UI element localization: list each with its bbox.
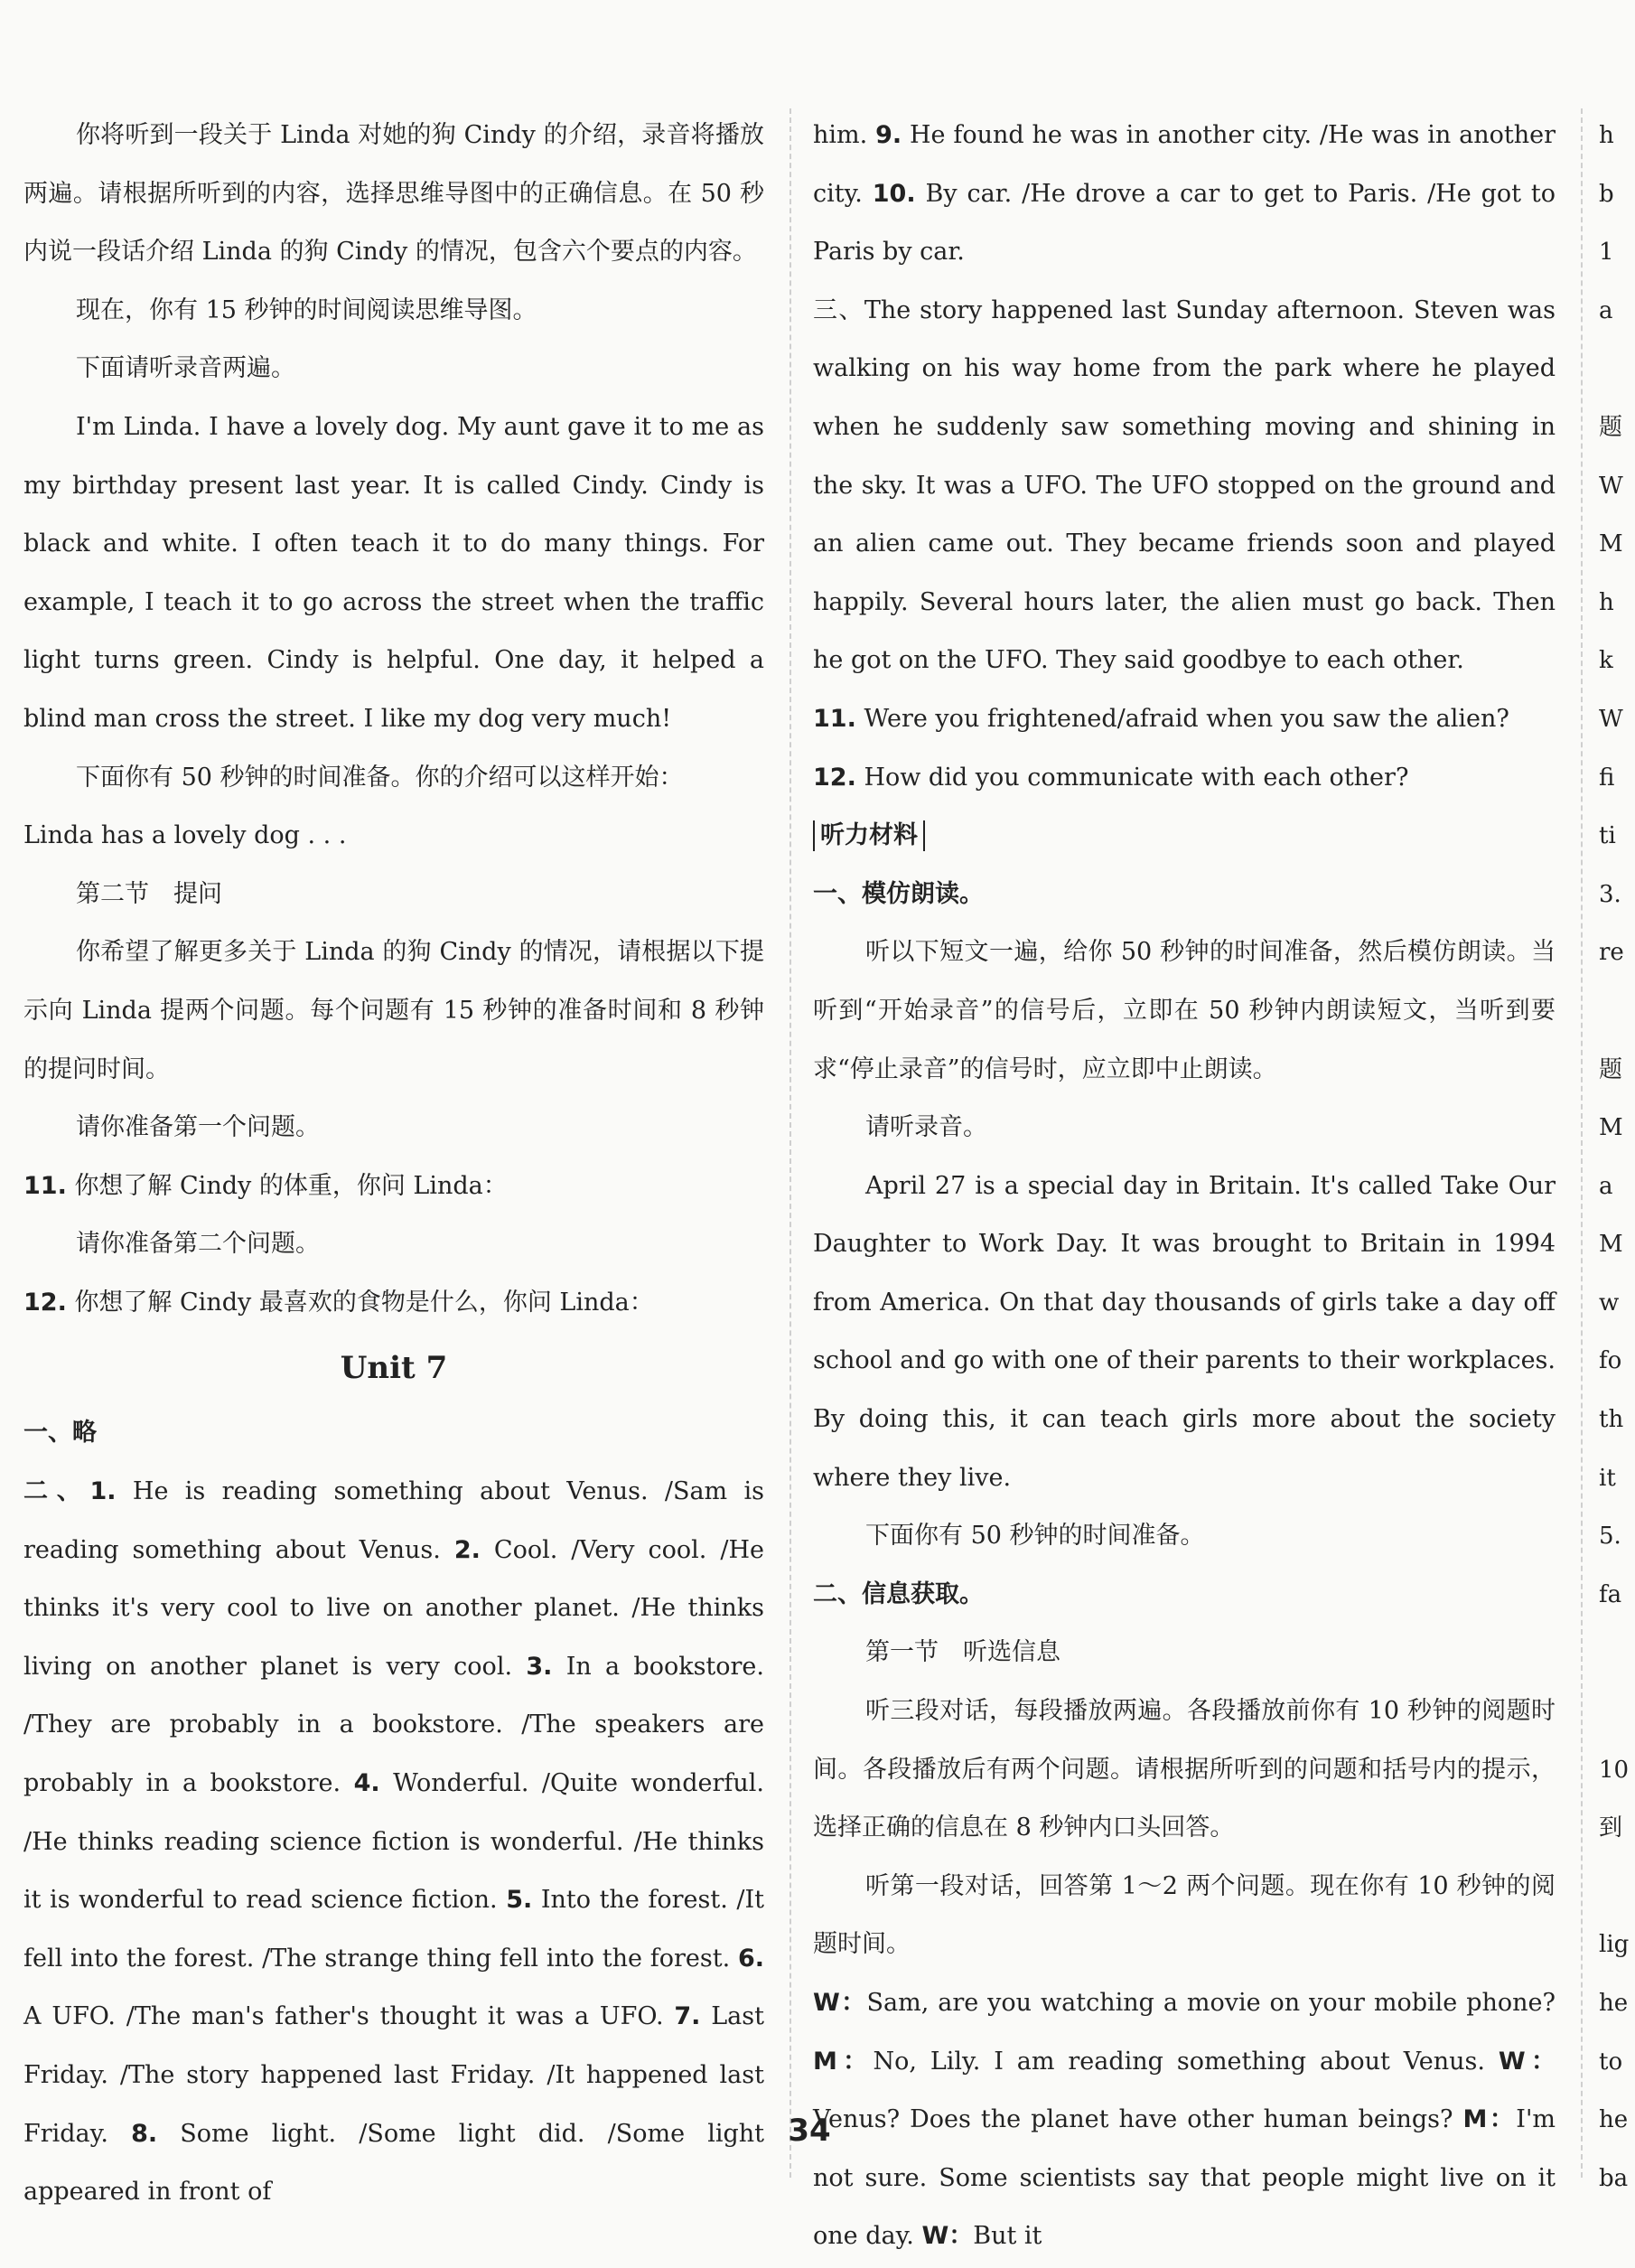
question-text: 你想了解 Cindy 最喜欢的食物是什么，你问 Linda： <box>74 1288 654 1317</box>
cropped-text-fragment: 5. <box>1599 1523 1621 1551</box>
answer-11 <box>813 690 1556 749</box>
cropped-text-fragment <box>1599 1858 1635 1917</box>
cropped-text-fragment: 题 <box>1599 413 1623 441</box>
reading-passage: April 27 is a special day in Britain. It's called Take Our Daughter to Work Day. It was brought to Britain in 1994 from America. On that day thousands of girls take a day off school and go with one of their parents to their workplaces. By doing this, it can teach girls more about the society where they live. <box>813 1171 1556 1492</box>
answer-text: How did you communicate with each other? <box>864 763 1409 792</box>
cropped-text-fragment: b <box>1599 180 1614 208</box>
example-start: Linda has a lovely dog . . . <box>23 821 347 850</box>
answer-text: Wonderful. /Quite wonderful. /He thinks reading science fiction is wonderful. /He thinks it is wonderful to read science fiction. <box>23 1769 764 1915</box>
cropped-text-fragment: lig <box>1599 1931 1630 1959</box>
answer-number: 7. <box>674 2002 701 2031</box>
dialogue-line: I'm not sure. Some scientists say that people might live on it one day. <box>813 2105 1556 2251</box>
question-11 <box>23 1157 764 1216</box>
instruction-paragraph: 请听录音。 <box>865 1113 987 1142</box>
dialogue-line: Sam, are you watching a movie on your mobile phone? <box>866 1989 1556 2017</box>
cropped-text-fragment: th <box>1599 1406 1624 1434</box>
answer-text: He found he was in another city. /He was in another city. <box>813 121 1556 208</box>
question-number: 11. <box>23 1171 67 1200</box>
speaker-label: M： <box>1462 2105 1517 2134</box>
answer-text: In a bookstore. /They are probably in a bookstore. /The speakers are probably in a bookstore. <box>23 1652 764 1798</box>
cropped-text-fragment: a <box>1599 296 1613 324</box>
section-heading: 二、信息获取。 <box>813 1579 984 1608</box>
answer-text: him. <box>813 121 868 149</box>
instruction-paragraph: 现在，你有 15 秒钟的时间阅读思维导图。 <box>76 295 537 324</box>
answer-text: Cool. /Very cool. /He thinks it's very cool to live on another planet. /He thinks living on another planet is very cool. <box>23 1535 764 1681</box>
answer-number: 1. <box>89 1477 117 1506</box>
answer-text: He is reading something about Venus. /Sam is reading something about Venus. <box>23 1477 764 1564</box>
answer-text: Were you frightened/afraid when you saw the alien? <box>864 704 1509 733</box>
cropped-text-fragment: M <box>1599 1231 1623 1259</box>
cropped-text-fragment: h <box>1599 122 1614 149</box>
cropped-text-fragment: 到 <box>1599 1814 1623 1842</box>
section-label: 二、 <box>23 1477 90 1506</box>
cropped-text-fragment: he <box>1599 1990 1629 2017</box>
speaker-label: W： <box>1498 2047 1556 2076</box>
materials-label: 听力材料 <box>813 820 925 851</box>
dialogue-line: Venus? Does the planet have other human beings? <box>813 2105 1453 2134</box>
instruction-paragraph: 下面你有 50 秒钟的时间准备。 <box>865 1522 1205 1551</box>
question-12 <box>23 1274 764 1333</box>
answer-number: 2. <box>453 1535 481 1564</box>
answer-text: Some light. /Some light did. /Some light appeared in front of <box>23 2119 764 2207</box>
cropped-text-fragment: k <box>1599 647 1613 675</box>
instruction-paragraph: 下面请听录音两遍。 <box>76 354 295 383</box>
speaker-label: M： <box>813 2047 874 2076</box>
answer-text: Last Friday. /The story happened last Friday. /It happened last Friday. <box>23 2002 764 2148</box>
dialogue-line: No, Lily. I am reading something about Venus. <box>873 2047 1485 2076</box>
answer-number: 6. <box>737 1944 764 1973</box>
cropped-text-fragment: fi <box>1599 764 1615 792</box>
right-column-cropped <box>1599 107 1635 2207</box>
column-divider-left <box>789 108 791 2178</box>
instruction-paragraph: 请你准备第一个问题。 <box>76 1113 320 1142</box>
speaker-label: W： <box>813 1989 867 2017</box>
question-number: 12. <box>23 1288 67 1317</box>
cropped-text-fragment: fo <box>1599 1347 1622 1375</box>
cropped-text-fragment: h <box>1599 588 1614 616</box>
answer-text: A UFO. /The man's father's thought it was a UFO. <box>23 2002 664 2031</box>
instruction-paragraph: 听第一段对话，回答第 1～2 两个问题。现在你有 10 秒钟的阅题时间。 <box>813 1871 1556 1959</box>
section-one-heading: 一、略 <box>23 1419 97 1448</box>
unit-title: Unit 7 <box>340 1350 448 1387</box>
instruction-paragraph: 听以下短文一遍，给你 50 秒钟的时间准备，然后模仿朗读。当听到“开始录音”的信号后，立即在 50 秒钟内朗读短文，当听到要求“停止录音”的信号时，应立即中止朗读。 <box>813 938 1556 1083</box>
cropped-text-fragment <box>1599 1682 1635 1741</box>
cropped-text-fragment <box>1599 982 1635 1041</box>
page-number: 34 <box>788 2113 831 2149</box>
section-heading: 第二节 提问 <box>76 879 222 908</box>
cropped-text-fragment: 1 <box>1599 239 1614 267</box>
listening-passage: I'm Linda. I have a lovely dog. My aunt gave it to me as my birthday present last year. It is called Cindy. Cindy is black and white. I often teach it to do many things. For example, I teach it to go across the street when the traffic light turns green. Cindy is helpful. One day, it helped a blind man cross the street. I like my dog very much! <box>23 412 764 733</box>
cropped-text-fragment: fa <box>1599 1580 1622 1608</box>
answer-12 <box>813 749 1556 808</box>
subsection-heading: 第一节 听选信息 <box>865 1638 1060 1667</box>
cropped-text-fragment: w <box>1599 1289 1620 1317</box>
answer-number: 8. <box>131 2119 158 2148</box>
cropped-text-fragment: M <box>1599 530 1623 558</box>
cropped-text-fragment: it <box>1599 1464 1616 1492</box>
cropped-text-fragment: re <box>1599 939 1624 967</box>
section-heading: 一、模仿朗读。 <box>813 879 984 908</box>
cropped-text-fragment: W <box>1599 472 1623 500</box>
answers-continued <box>813 107 1556 282</box>
speaker-label: W： <box>921 2222 974 2251</box>
question-text: 你想了解 Cindy 的体重，你问 Linda： <box>74 1171 508 1200</box>
answer-number: 9. <box>875 121 902 149</box>
middle-column <box>813 107 1556 2266</box>
answer-number: 3. <box>526 1652 553 1681</box>
column-divider-right <box>1581 108 1583 2178</box>
answer-text: Into the forest. /It fell into the forest. /The strange thing fell into the forest. <box>23 1886 764 1973</box>
cropped-text-fragment: he <box>1599 2106 1629 2134</box>
cropped-text-fragment <box>1599 1624 1635 1682</box>
answer-number: 10. <box>872 179 916 208</box>
instruction-paragraph: 听三段对话，每段播放两遍。各段播放前你有 10 秒钟的阅题时间。各段播放后有两个问题。请根据所听到的问题和括号内的提示，选择正确的信息在 8 秒钟内口头回答。 <box>813 1697 1556 1842</box>
cropped-text-fragment: M <box>1599 1114 1623 1142</box>
answer-text: By car. /He drove a car to get to Paris. /He got to Paris by car. <box>813 179 1556 267</box>
answers-section-two <box>23 1463 764 2222</box>
cropped-text-fragment: ti <box>1599 822 1616 850</box>
cropped-text-fragment: 题 <box>1599 1055 1623 1083</box>
materials-heading <box>813 807 1556 866</box>
cropped-text-fragment: 10 <box>1599 1756 1630 1784</box>
instruction-paragraph: 你将听到一段关于 Linda 对她的狗 Cindy 的介绍，录音将播放两遍。请根据所听到的内容，选择思维导图中的正确信息。在 50 秒内说一段话介绍 Linda 的狗 Cindy 的情况，包含六个要点的内容。 <box>23 121 764 267</box>
answer-number: 4. <box>353 1769 380 1798</box>
cropped-text-fragment: 3. <box>1599 880 1621 908</box>
section-three-story: 三、The story happened last Sunday afternoon. Steven was walking on his way home from the park where he played when he suddenly saw something moving and shining in the sky. It was a UFO. The UFO stopped on the ground and an alien came out. They became friends soon and played happily. Several hours later, the alien must go back. Then he got on the UFO. They said goodbye to each other. <box>813 295 1556 675</box>
cropped-text-fragment: W <box>1599 705 1623 733</box>
cropped-text-fragment: to <box>1599 2048 1623 2076</box>
left-column <box>23 107 764 2222</box>
answer-number: 11. <box>813 704 856 733</box>
instruction-paragraph: 下面你有 50 秒钟的时间准备。你的介绍可以这样开始： <box>76 763 684 792</box>
cropped-text-fragment: ba <box>1599 2164 1629 2192</box>
instruction-paragraph: 你希望了解更多关于 Linda 的狗 Cindy 的情况，请根据以下提示向 Linda 提两个问题。每个问题有 15 秒钟的准备时间和 8 秒钟的提问时间。 <box>23 938 764 1083</box>
cropped-text-fragment: a <box>1599 1172 1613 1200</box>
cropped-text-fragment <box>1599 340 1635 398</box>
answer-number: 5. <box>506 1886 533 1915</box>
dialogue-line: But it <box>973 2222 1042 2251</box>
answer-number: 12. <box>813 763 856 792</box>
instruction-paragraph: 请你准备第二个问题。 <box>76 1230 320 1259</box>
